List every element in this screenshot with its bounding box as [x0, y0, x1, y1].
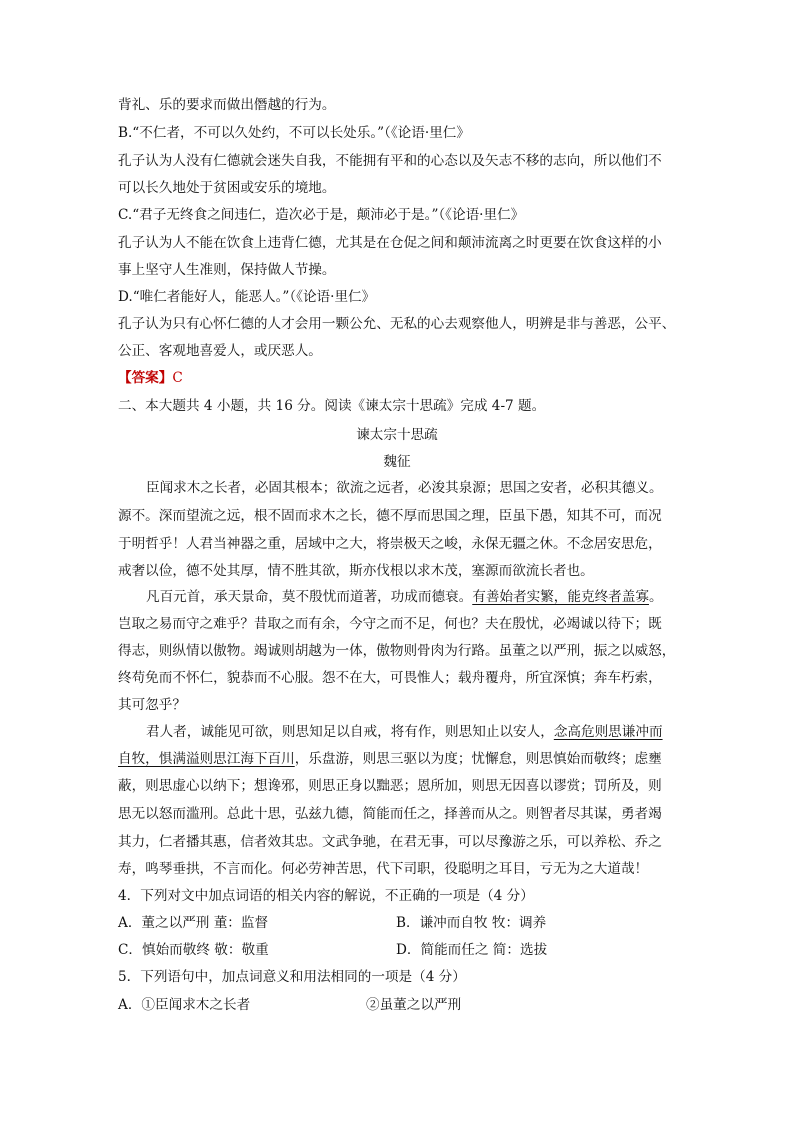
question-4-stem: 4．下列对文中加点词语的相关内容的解说，不正确的一项是（4 分）: [118, 888, 534, 904]
passage-line: 得志，则纵情以傲物。竭诚则胡越为一体，傲物则骨肉为行路。虽董之以严刑，振之以威怒，: [118, 643, 676, 659]
question-4-option-a: A．董之以严刑 董：监督: [118, 915, 269, 931]
option-c-quote: C.“君子无终食之间违仁，造次必于是，颠沛必于是。”（《论语·里仁》: [118, 207, 525, 223]
answer-line: [118, 367, 183, 389]
passage-line: 终苟免而不怀仁，貌恭而不心服。怨不在大，可畏惟人；载舟覆舟，所宜深慎；奔车朽索，: [118, 670, 662, 686]
passage-line: [118, 748, 662, 770]
passage-line: 其力，仁者播其惠，信者效其忠。文武争驰，在君无事，可以尽豫游之乐，可以养松、乔之: [118, 834, 662, 850]
question-4-option-b: B．谦冲而自牧 牧：调养: [396, 915, 547, 931]
option-d-quote: D.“唯仁者能好人，能恶人。”（《论语·里仁》: [118, 289, 376, 305]
option-b-explain: 孔子认为人没有仁德就会迷失自我，不能拥有平和的心态以及矢志不移的志向，所以他们不: [118, 153, 662, 169]
passage-line: 戒奢以俭，德不处其厚，情不胜其欲，斯亦伐根以求木茂，塞源而欲流长者也。: [118, 563, 594, 579]
prev-text-line: 背礼、乐的要求而做出僭越的行为。: [118, 97, 336, 113]
section-heading: 二、本大题共 4 小题，共 16 分。阅读《谏太宗十思疏》完成 4-7 题。: [118, 398, 546, 414]
question-5-stem: 5．下列语句中，加点词意义和用法相同的一项是（4 分）: [118, 969, 466, 985]
underlined-sentence: 自牧，惧满溢则思江海下百川: [118, 751, 295, 767]
passage-line: 其可忽乎？: [118, 697, 186, 713]
option-c-explain: 事上坚守人生准则，保持做人节操。: [118, 262, 336, 278]
question-4-option-d: D．简能而任之 简：选拔: [396, 942, 548, 958]
passage-text: 凡百元首，承天景命，莫不殷忧而道著，功成而德衰。: [146, 589, 473, 605]
question-5-option-a-2: ②虽董之以严刑: [366, 997, 462, 1013]
option-b-explain: 可以长久地处于贫困或安乐的境地。: [118, 180, 336, 196]
passage-author: 魏征: [383, 454, 411, 470]
passage-line: 于明哲乎！人君当神器之重，居域中之大，将崇极天之峻，永保无疆之休。不念居安思危，: [118, 536, 662, 552]
question-4-option-c: C．慎始而敬终 敬：敬重: [118, 942, 269, 958]
answer-label: 【答案】: [118, 370, 173, 386]
passage-line: 蔽，则思虚心以纳下；想谗邪，则思正身以黜恶；恩所加，则思无因喜以谬赏；罚所及，则: [118, 778, 662, 794]
underlined-sentence: 有善始者实繁，能克终者盖寡: [472, 589, 649, 605]
option-d-explain: 公正、客观地喜爱人，或厌恶人。: [118, 343, 322, 359]
passage-line: [146, 721, 663, 743]
passage-text: 。: [648, 589, 663, 605]
option-d-explain: 孔子认为只有心怀仁德的人才会用一颗公允、无私的心去观察他人，明辨是非与善恶，公平、: [118, 316, 676, 332]
passage-title: 谏太宗十思疏: [356, 427, 438, 443]
passage-line: [146, 586, 663, 608]
passage-text: 君人者，诚能见可欲，则思知足以自戒，将有作，则思知止以安人，: [146, 724, 554, 740]
passage-line: 源不。深而望流之远，根不固而求木之长，德不厚而思国之理，臣虽下愚，知其不可，而况: [118, 508, 662, 524]
passage-text: ，乐盘游，则思三驱以为度；忧懈怠，则思慎始而敬终；虑壅: [294, 751, 662, 767]
passage-line: 寿，鸣琴垂拱，不言而化。何必劳神苦思，代下司职，役聪明之耳目，亏无为之大道哉！: [118, 861, 649, 877]
passage-line: 臣闻求木之长者，必固其根本；欲流之远者，必浚其泉源；思国之安者，必积其德义。: [146, 480, 663, 496]
passage-line: 岂取之易而守之难乎？昔取之而有余，今守之而不足，何也？夫在殷忧，必竭诚以待下；既: [118, 616, 662, 632]
option-c-explain: 孔子认为人不能在饮食上违背仁德，尤其是在仓促之间和颠沛流离之时更要在饮食这样的小: [118, 235, 662, 251]
option-b-quote: B.“不仁者，不可以久处约，不可以长处乐。”（《论语·里仁》: [118, 125, 470, 141]
passage-line: 思无以怒而滥刑。总此十思，弘兹九德，简能而任之，择善而从之。则智者尽其谋，勇者竭: [118, 806, 662, 822]
answer-value: C: [172, 370, 183, 386]
question-5-option-a-1: A．①臣闻求木之长者: [118, 997, 251, 1013]
underlined-sentence: 念高危则思谦冲而: [553, 724, 663, 740]
